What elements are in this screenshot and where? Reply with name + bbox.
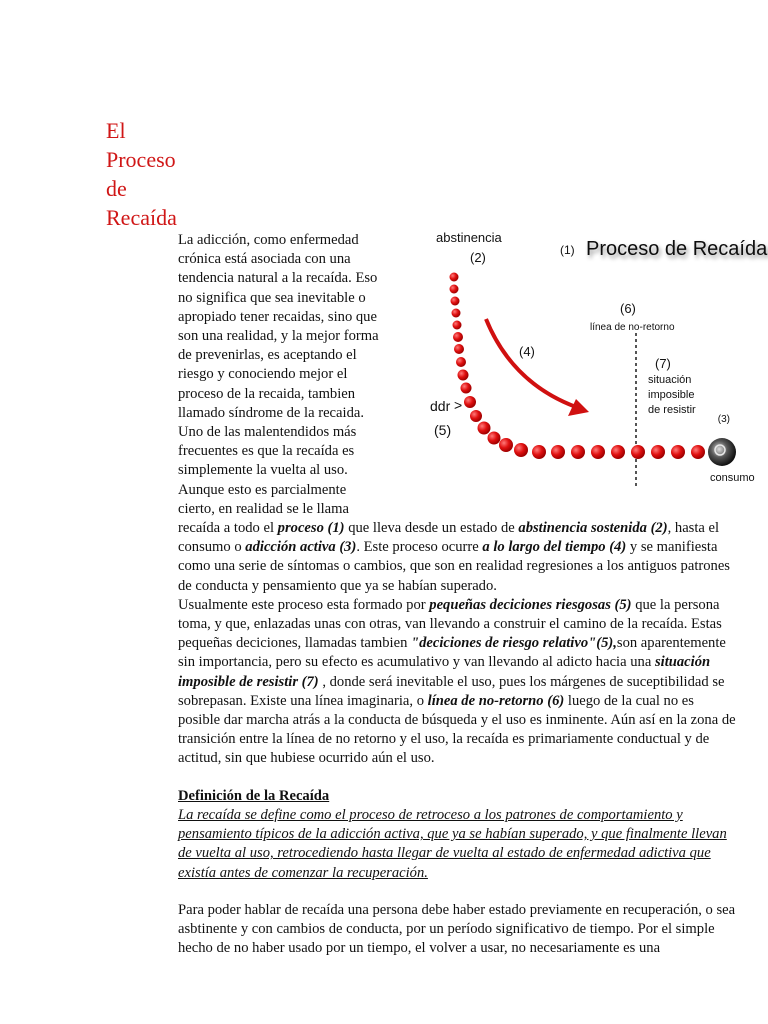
- emphasis-adiccion: adicción activa (3): [245, 539, 357, 556]
- decision-dot: [452, 309, 461, 318]
- decision-dot: [461, 383, 472, 394]
- figure-label-consumo: consumo: [710, 472, 755, 484]
- decision-dot: [488, 432, 501, 445]
- decision-dot: [478, 422, 491, 435]
- figure-label-3: (3): [717, 414, 730, 425]
- figure-label-1: (1): [560, 243, 575, 257]
- relapse-diagram: [388, 221, 768, 509]
- decision-dot: [454, 344, 464, 354]
- emphasis-riesgo-relativo: "deciciones de riesgo relativo"(5),: [411, 635, 617, 652]
- emphasis-decisiones: pequeñas deciciones riesgosas (5): [429, 596, 632, 613]
- decision-dot: [499, 438, 513, 452]
- decision-dot: [671, 445, 685, 459]
- figure-label-5: (5): [434, 422, 452, 438]
- figure-label-4: (4): [519, 344, 535, 359]
- figure-label-7: (7): [655, 356, 671, 371]
- document-title: [106, 116, 196, 232]
- decision-dot: [450, 273, 459, 282]
- figure-label-imposible: imposible: [648, 389, 695, 401]
- paragraph-recovery: Para poder hablar de recaída una persona debe haber estado previamente en recuperación, o sea asbtinente y con cambios de conducta, por un período significativo de tiempo. Por el simple hecho de no haber usado por un tiempo, el volver a usar, no necesariamente es una: [178, 901, 736, 957]
- decision-dot: [450, 285, 459, 294]
- decision-dot: [453, 332, 463, 342]
- decision-dot: [514, 443, 528, 457]
- definition-body: La recaída se define como el proceso de retroceso a los patrones de comportamiento y pensamiento típicos de la adicción activa, que ya se habían superado, y que finalmente llevan de vuelta al uso, retrocediendo hasta llegar de vuelta al estado de enfermedad adictiva que existía antes de comenzar la recuperación.: [178, 806, 727, 881]
- figure-label-linea: línea de no-retorno: [590, 322, 675, 333]
- paragraph-process: Usualmente este proceso esta formado por pequeñas deciciones riesgosas (5) que la persona toma, y que, enlazadas unas con otras, van llevando a construir el camino de la recaída. Estas pequeñas deciciones, llamadas tambien "deciciones de riesgo relativo"(5),son aparentemente sin importancia, pero su efecto es acumulativo y van llevando al adicto hacia una situación imposible de resistir (7) , donde será inevitable el uso, pues los márgenes de suceptibilidad se sobrepasan. Existe una línea imaginaria, o línea de no-retorno (6) luego de la cual no es posible dar marcha atrás a la conducta de búsqueda y el uso es inminente. Aún así en la zona de transición entre la línea de no retorno y el uso, la recaída es primariamente conductual y de actitud, sin que hubiese ocurrido aún el uso.: [178, 596, 736, 767]
- ddr-arrow-icon: >: [454, 397, 463, 413]
- emphasis-abstinencia: abstinencia sostenida (2): [518, 520, 668, 537]
- title-line-4: Recaída: [106, 205, 177, 230]
- emphasis-linea: línea de no-retorno (6): [427, 692, 565, 709]
- decision-dot: [456, 357, 466, 367]
- decision-dot: [631, 445, 645, 459]
- emphasis-situacion: situación imposible de resistir (7): [178, 654, 711, 690]
- title-line-3: de: [106, 176, 127, 201]
- figure-label-abstinencia: abstinencia: [436, 230, 502, 245]
- emphasis-proceso: proceso (1): [277, 520, 345, 537]
- decision-dot: [651, 445, 665, 459]
- paragraph-intro: La adicción, como enfermedad crónica está asociada con una tendencia natural a la recaída. Eso no significa que sea inevitable o apropiado tener recaidas, sino que son una realidad, y la mejor forma de prevenirlas, es aceptando el riesgo y conociendo mejor el proceso de la recaida, tambien llamado síndrome de la recaida. Uno de las malentendidos más frecuentes es que la recaída es simplemente la vuelta al uso. Aunque esto es parcialmente cierto, en realidad se le llama recaída a todo el proceso (1) que lleva desde un estado de abstinencia sostenida (2), hasta el consumo o adicción activa (3). Este proceso ocurre a lo largo del tiempo (4) y se manifiesta como una serie de síntomas o cambios, que son en realidad regresiones a los antiguos patrones de conducta y pensamiento que ya se habían superado.: [178, 232, 730, 594]
- decision-dot: [571, 445, 585, 459]
- decision-dot: [470, 410, 482, 422]
- figure-label-ddr: ddr: [430, 398, 451, 414]
- decision-dot: [551, 445, 565, 459]
- figure-label-situacion: situación: [648, 374, 692, 386]
- arrow-head-icon: [568, 399, 589, 416]
- decision-dot: [453, 321, 462, 330]
- decision-dot: [591, 445, 605, 459]
- decision-dot: [464, 396, 476, 408]
- decision-dot: [691, 445, 705, 459]
- decision-dot: [532, 445, 546, 459]
- relapse-process-figure: [388, 221, 768, 509]
- decision-dot: [451, 297, 460, 306]
- figure-heading: Proceso de Recaída: [586, 238, 768, 260]
- emphasis-tiempo: a lo largo del tiempo (4): [482, 539, 627, 556]
- figure-label-2: (2): [470, 250, 486, 265]
- figure-label-resistir: de resistir: [648, 404, 696, 416]
- definition-heading: Definición de la Recaída: [178, 787, 330, 804]
- body-text: [178, 230, 768, 958]
- decision-dot: [458, 370, 469, 381]
- time-arrow: [486, 319, 576, 407]
- figure-label-6: (6): [620, 301, 636, 316]
- decision-dot: [611, 445, 625, 459]
- consumo-end-icon: [708, 438, 736, 466]
- title-line-1: El: [106, 118, 126, 143]
- title-line-2: Proceso: [106, 147, 176, 172]
